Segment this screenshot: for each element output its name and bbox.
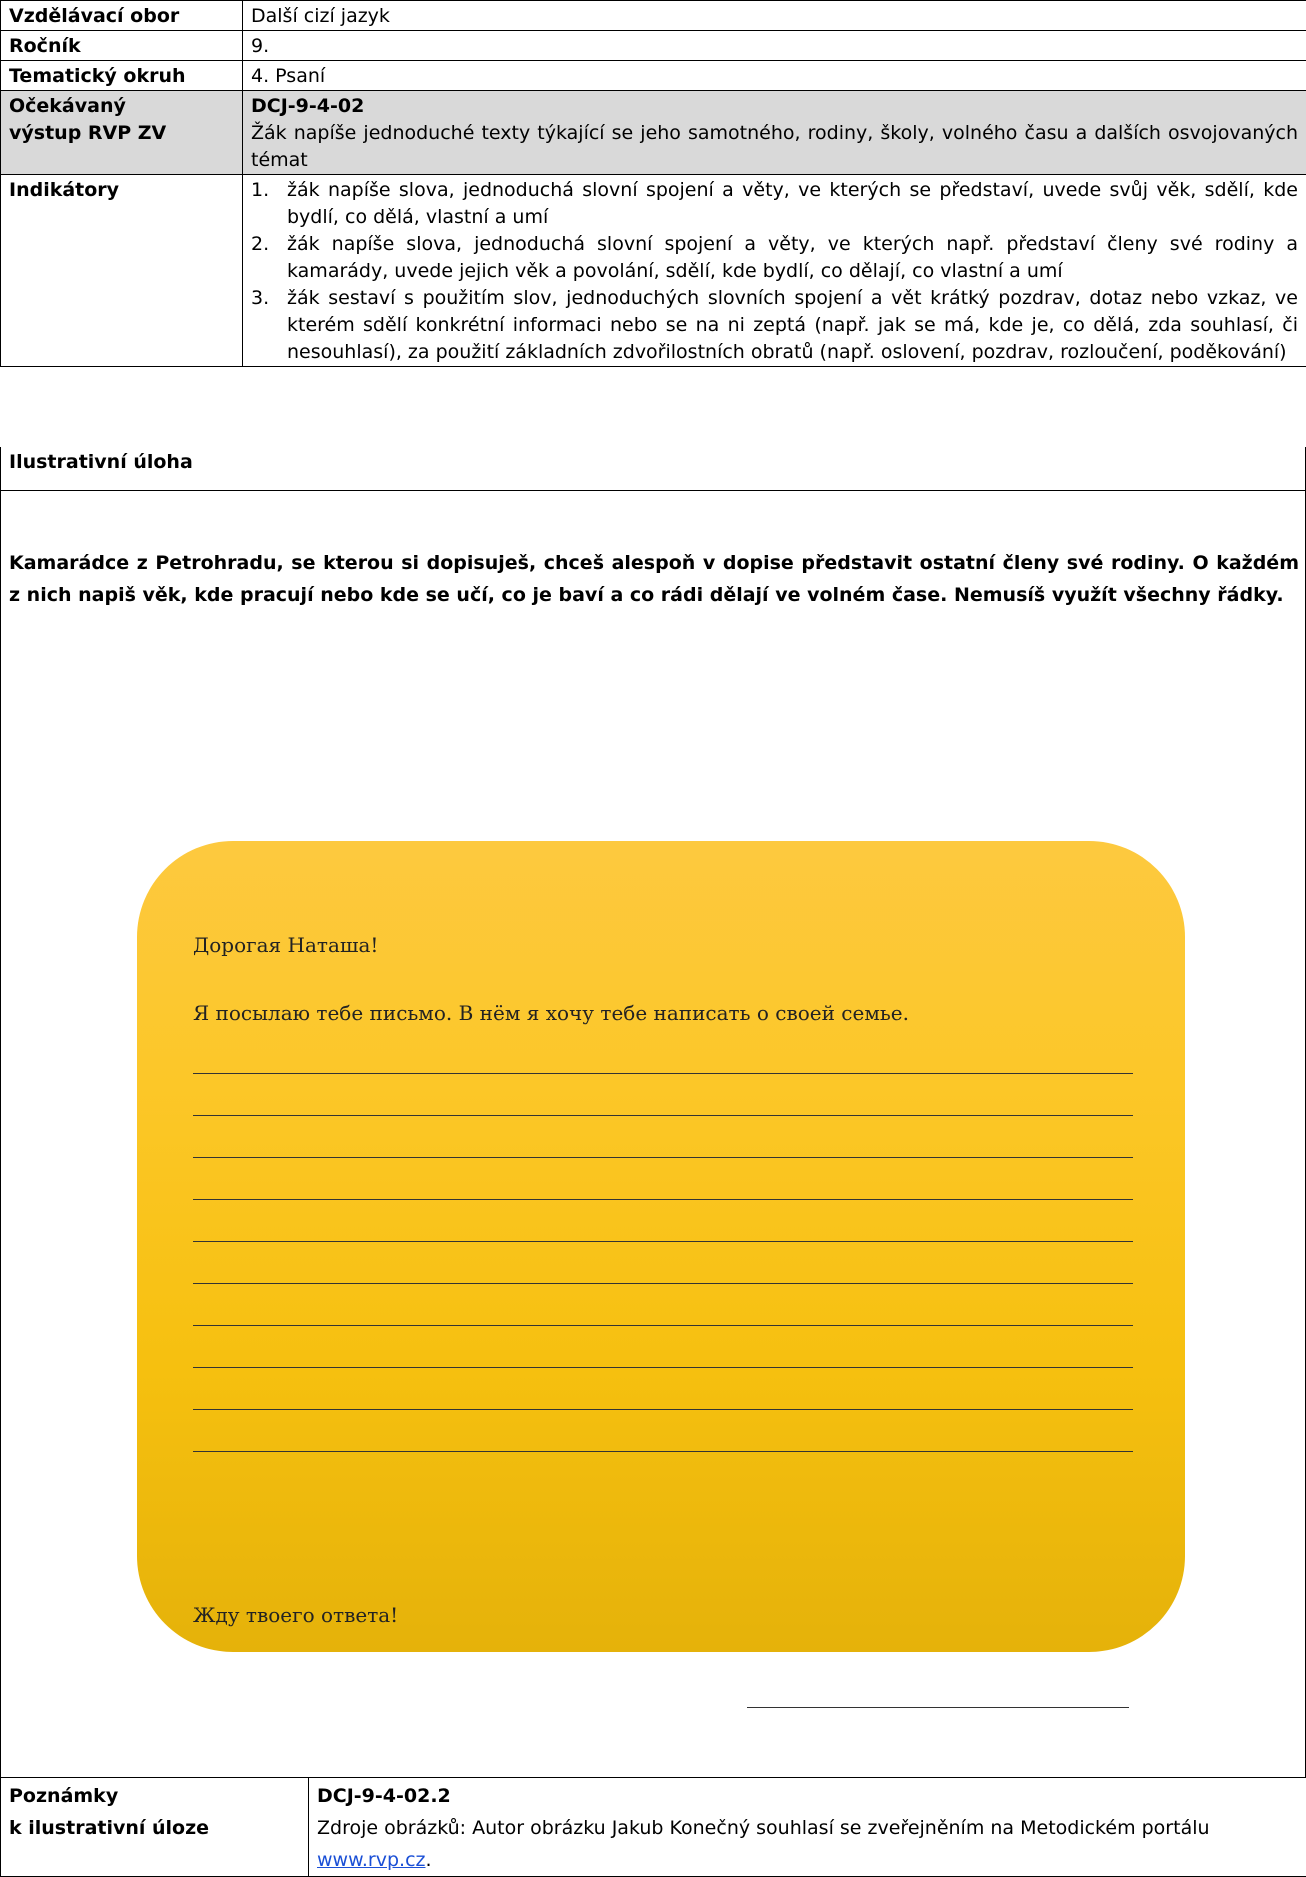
table-row bbox=[1, 91, 1306, 175]
outcome-code: DCJ-9-4-02 bbox=[251, 93, 1298, 120]
signature-line[interactable] bbox=[747, 1707, 1129, 1708]
task-instructions: Kamarádce z Petrohradu, se kterou si dopisuješ, chceš alespoň v dopise představit ostatní členy své rodiny. O každém z nich napiš věk, kde pracují nebo kde se učí, co je baví a co rádi dělají ve volném čase. Nemusíš využít všechny řádky. bbox=[9, 547, 1299, 611]
letter-closing: Жду твоего ответа! bbox=[193, 1603, 398, 1627]
notes-label-line1: Poznámky bbox=[9, 1780, 300, 1812]
rvp-link[interactable]: www.rvp.cz bbox=[317, 1849, 426, 1871]
outcome-label-line1: Očekávaný bbox=[9, 93, 234, 120]
indicator-text: žák sestaví s použitím slov, jednoduchých slovních spojení a vět krátký pozdrav, dotaz nebo vzkaz, ve kterém sdělí konkrétní informaci nebo se na ni zeptá (např. jak se má, kde je, co dělá, zda souhlasí, či nesouhlasí), za použití základních zdvořilostních obratů (např. oslovení, pozdrav, rozloučení, poděkování) bbox=[287, 285, 1298, 366]
indicator-text: žák napíše slova, jednoduchá slovní spojení a věty, ve kterých např. představí členy své rodiny a kamarády, uvede jejich věk a povolání, sdělí, kde bydlí, co dělají, co vlastní a umí bbox=[287, 231, 1298, 285]
field-label-outcome bbox=[1, 91, 243, 175]
notes-source-text: Zdroje obrázků: Autor obrázku Jakub Konečný souhlasí se zveřejněním na Metodickém portálu bbox=[317, 1817, 1210, 1839]
writing-line[interactable] bbox=[193, 1325, 1133, 1326]
indicator-number: 1. bbox=[251, 177, 287, 231]
notes-label bbox=[1, 1778, 309, 1877]
indicator-text: žák napíše slova, jednoduchá slovní spojení a věty, ve kterých se představí, uvede svůj věk, sdělí, kde bydlí, co dělá, vlastní a umí bbox=[287, 177, 1298, 231]
writing-line[interactable] bbox=[193, 1367, 1133, 1368]
field-value-outcome bbox=[243, 91, 1306, 175]
indicator-number: 3. bbox=[251, 285, 287, 366]
indicator-list bbox=[251, 177, 1298, 366]
table-row bbox=[1, 1, 1306, 31]
notes-trailing-period: . bbox=[426, 1849, 432, 1871]
task-heading: Ilustrativní úloha bbox=[1, 447, 1305, 491]
table-row bbox=[1, 61, 1306, 91]
outcome-text: Žák napíše jednoduché texty týkající se jeho samotného, rodiny, školy, volného času a dalších osvojovaných témat bbox=[251, 120, 1298, 174]
letter-card bbox=[137, 841, 1185, 1652]
task-section bbox=[0, 447, 1306, 1778]
list-item bbox=[251, 177, 1298, 231]
writing-line[interactable] bbox=[193, 1283, 1133, 1284]
notes-table bbox=[0, 1777, 1306, 1877]
field-label-topic: Tematický okruh bbox=[1, 61, 243, 91]
indicator-list-cell bbox=[243, 175, 1306, 367]
list-item bbox=[251, 285, 1298, 366]
field-value-grade: 9. bbox=[243, 31, 1306, 61]
notes-label-line2: k ilustrativní úloze bbox=[9, 1812, 300, 1844]
notes-code: DCJ-9-4-02.2 bbox=[317, 1780, 1298, 1812]
letter-intro: Я посылаю тебе письмо. В нём я хочу тебе написать о своей семье. bbox=[193, 1001, 909, 1025]
notes-text bbox=[317, 1812, 1298, 1876]
list-item bbox=[251, 231, 1298, 285]
field-value-topic: 4. Psaní bbox=[243, 61, 1306, 91]
outcome-label-line2: výstup RVP ZV bbox=[9, 120, 234, 147]
writing-line[interactable] bbox=[193, 1241, 1133, 1242]
table-row bbox=[1, 1778, 1306, 1877]
letter-greeting: Дорогая Наташа! bbox=[193, 933, 378, 957]
metadata-table bbox=[0, 0, 1306, 367]
field-label-subject: Vzdělávací obor bbox=[1, 1, 243, 31]
writing-line[interactable] bbox=[193, 1451, 1133, 1452]
table-row bbox=[1, 31, 1306, 61]
field-value-subject: Další cizí jazyk bbox=[243, 1, 1306, 31]
field-label-indicators: Indikátory bbox=[1, 175, 243, 367]
table-row bbox=[1, 175, 1306, 367]
writing-line[interactable] bbox=[193, 1199, 1133, 1200]
writing-line[interactable] bbox=[193, 1115, 1133, 1116]
writing-line[interactable] bbox=[193, 1157, 1133, 1158]
writing-line[interactable] bbox=[193, 1409, 1133, 1410]
field-label-grade: Ročník bbox=[1, 31, 243, 61]
writing-line[interactable] bbox=[193, 1073, 1133, 1074]
indicator-number: 2. bbox=[251, 231, 287, 285]
notes-content bbox=[309, 1778, 1306, 1877]
